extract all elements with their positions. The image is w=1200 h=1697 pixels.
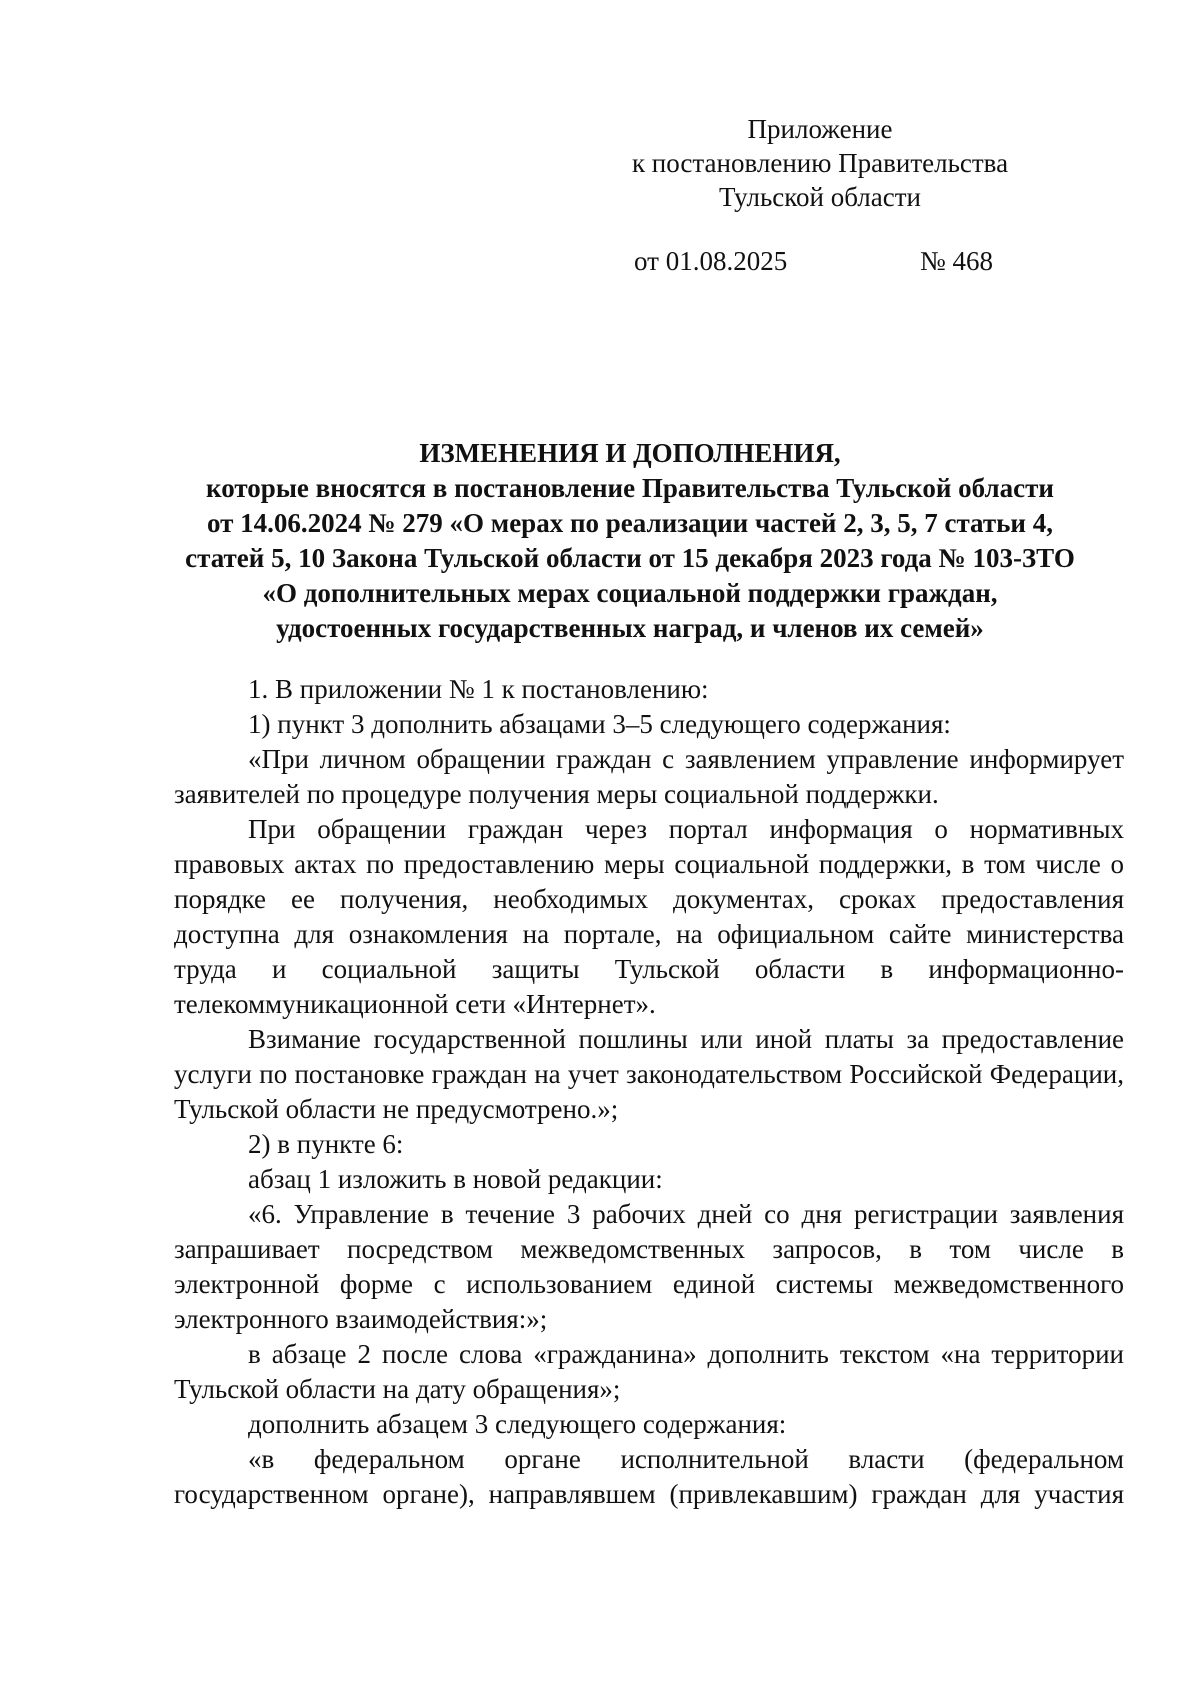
- appendix-block: [600, 112, 1040, 214]
- decree-number: № 468: [920, 246, 994, 276]
- body-paragraph: 1) пункт 3 дополнить абзацами 3–5 следующего содержания:: [248, 709, 951, 739]
- body-paragraph: «в федеральном органе исполнительной власти (федеральном государственном органе), направлявшем (привлекавшим) граждан для участия: [174, 1444, 1124, 1509]
- heading-line: «О дополнительных мерах социальной поддержки граждан,: [262, 578, 998, 608]
- document-body: [174, 672, 1124, 1512]
- body-paragraph: «При личном обращении граждан с заявлением управление информирует заявителей по процедуре получения меры социальной поддержки.: [174, 744, 1124, 809]
- document-heading: [150, 436, 1110, 646]
- heading-line: статей 5, 10 Закона Тульской области от 15 декабря 2023 года № 103-ЗТО: [185, 543, 1075, 573]
- body-paragraph: «6. Управление в течение 3 рабочих дней со дня регистрации заявления запрашивает посредством межведомственных запросов, в том числе в электронной форме с использованием единой системы межведомственного электронного взаимодействия:»;: [174, 1199, 1124, 1334]
- body-paragraph: Взимание государственной пошлины или иной платы за предоставление услуги по постановке граждан на учет законодательством Российской Федерации, Тульской области не предусмотрено.»;: [174, 1024, 1124, 1124]
- heading-line: удостоенных государственных наград, и членов их семей»: [276, 613, 984, 643]
- appendix-subtitle: к постановлению Правительства: [631, 148, 1009, 178]
- decree-date-line: [634, 244, 1034, 278]
- appendix-region: Тульской области: [719, 182, 921, 212]
- body-paragraph: 2) в пункте 6:: [248, 1129, 404, 1159]
- appendix-title: Приложение: [747, 114, 893, 144]
- body-paragraph: в абзаце 2 после слова «гражданина» дополнить текстом «на территории Тульской области на дату обращения»;: [174, 1339, 1124, 1404]
- heading-line: которые вносятся в постановление Правительства Тульской области: [206, 473, 1054, 503]
- body-paragraph: При обращении граждан через портал информация о нормативных правовых актах по предоставлению меры социальной поддержки, в том числе о порядке ее получения, необходимых документах, сроках предоставления доступна для ознакомления на портале, на официальном сайте министерства труда и социальной защиты Тульской области в информационно-телекоммуникационной сети «Интернет».: [174, 814, 1124, 1019]
- heading-line: от 14.06.2024 № 279 «О мерах по реализации частей 2, 3, 5, 7 статьи 4,: [207, 508, 1053, 538]
- body-paragraph: 1. В приложении № 1 к постановлению:: [248, 674, 709, 704]
- heading-line: ИЗМЕНЕНИЯ И ДОПОЛНЕНИЯ,: [419, 438, 841, 468]
- decree-date: от 01.08.2025: [634, 246, 788, 276]
- body-paragraph: дополнить абзацем 3 следующего содержания:: [248, 1409, 787, 1439]
- body-paragraph: абзац 1 изложить в новой редакции:: [248, 1164, 663, 1194]
